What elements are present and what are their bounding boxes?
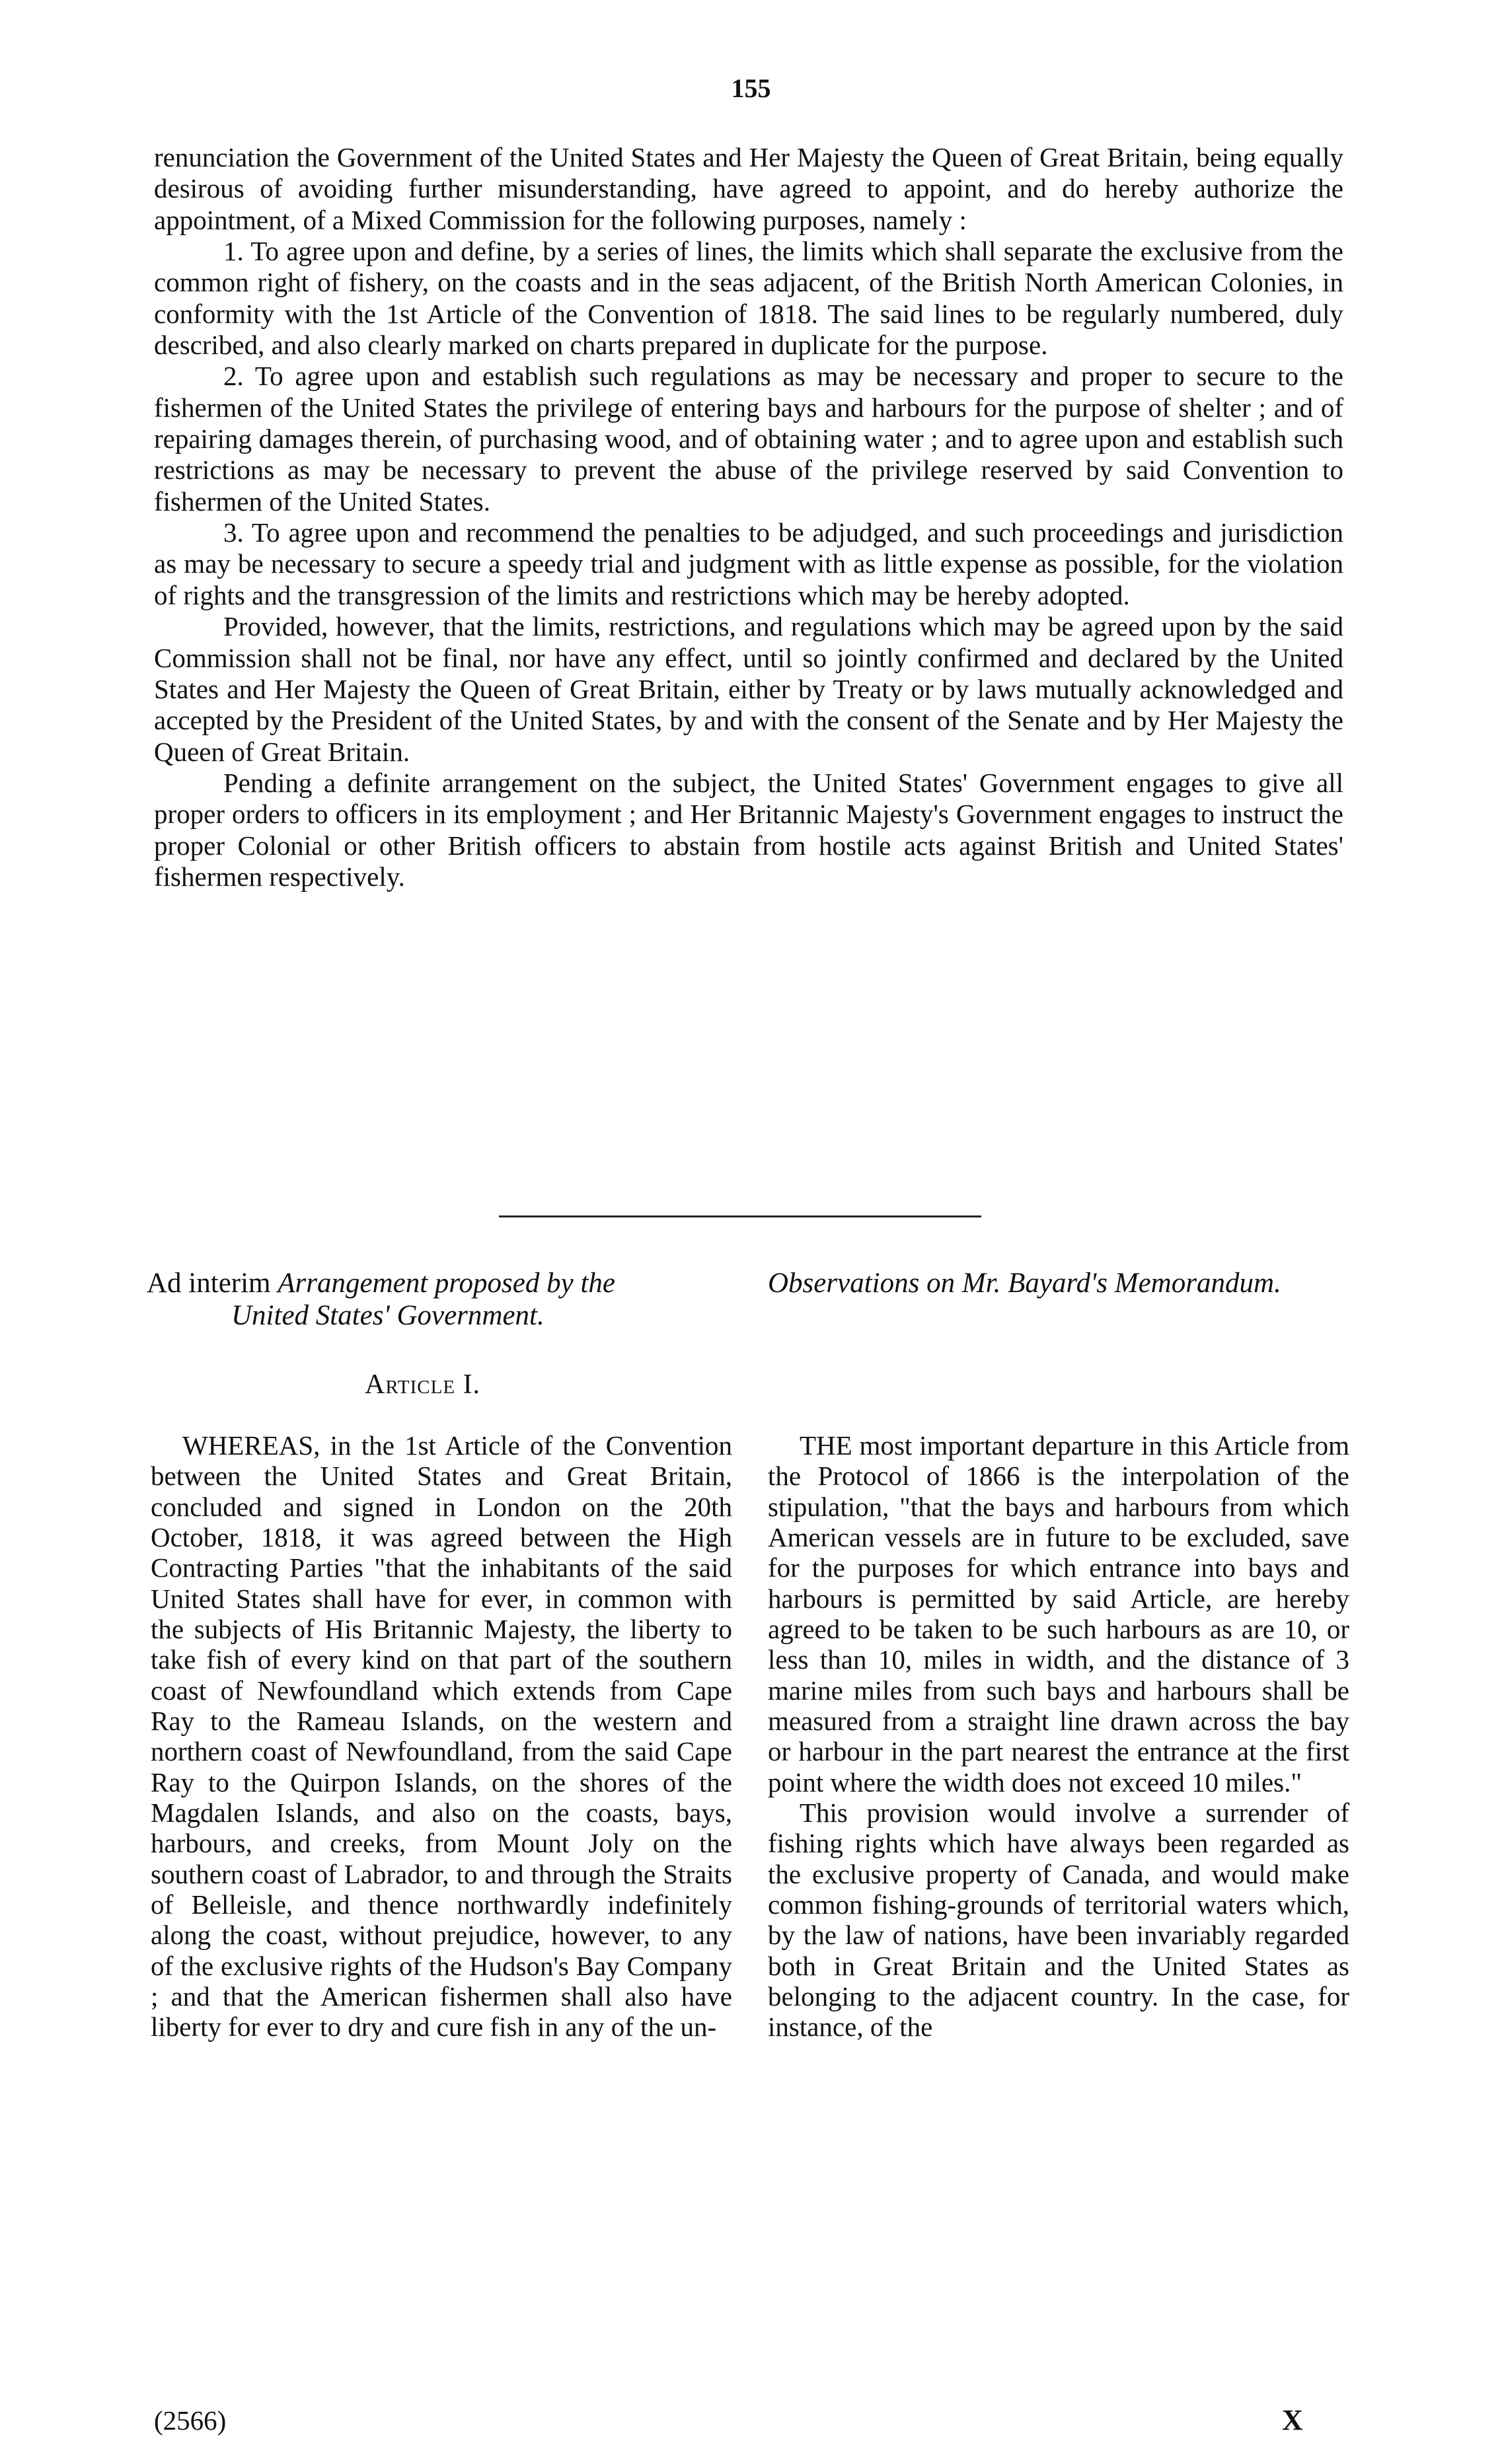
pending-paragraph: Pending a definite arrangement on the subject, the United States' Government engages to give all proper orders to officers in its employment ; and Her Britannic Majesty's Government engages to instruct the proper Colonial or other British officers to abstain from hostile acts against British and United States' fishermen respectively. <box>154 767 1343 892</box>
intro-paragraph: renunciation the Government of the United States and Her Majesty the Queen of Great Britain, being equally desirous of avoiding further misunderstanding, have agreed to appoint, and do hereby authorize the appointment, of a Mixed Commission for the following purposes, namely : <box>154 142 1343 235</box>
page-number: 155 <box>731 73 771 103</box>
commission-terms-section <box>154 142 1343 892</box>
printer-signature: (2566) <box>154 2405 227 2436</box>
purpose-item-1: 1. To agree upon and define, by a series of lines, the limits which shall separate the exclusive from the common right of fishery, on the coasts and in the seas adjacent, of the British North American Colonies, in conformity with the 1st Article of the Convention of 1818. The said lines to be regularly numbered, duly described, and also clearly marked on charts prepared in duplicate for the purpose. <box>154 236 1343 361</box>
article-heading: Article I. <box>365 1369 481 1400</box>
left-heading-italic-2: United States' Government. <box>231 1300 544 1332</box>
section-divider <box>499 1215 981 1217</box>
purpose-item-3: 3. To agree upon and recommend the penalties to be adjudged, and such proceedings and jurisdiction as may be necessary to secure a speedy trial and judgment with as little expense as possible, for the violation of rights and the transgression of the limits and restrictions which may be hereby adopted. <box>154 517 1343 610</box>
left-column <box>151 1430 732 2043</box>
left-column-heading <box>147 1267 741 1332</box>
purpose-item-2: 2. To agree upon and establish such regulations as may be necessary and proper to secure to the fishermen of the United States the privilege of entering bays and harbours for the purpose of shelter ; and of repairing damages therein, of purchasing wood, and of obtaining water ; and to agree upon and establish such restrictions as may be necessary to prevent the abuse of the privilege reserved by said Convention to fishermen of the United States. <box>154 361 1343 517</box>
gathering-mark: X <box>1282 2404 1303 2436</box>
right-column-paragraph-1: THE most important departure in this Article from the Protocol of 1866 is the interpolation of the stipulation, "that the bays and harbours from which American vessels are in future to be excluded, save for the purposes for which entrance into bays and harbours is permitted by said Article, are hereby agreed to be taken to be such harbours as are 10, or less than 10, miles in width, and the distance of 3 marine miles from such bays and harbours shall be measured from a straight line drawn across the bay or harbour in the part nearest the entrance at the first point where the width does not exceed 10 miles." <box>768 1430 1349 1797</box>
right-column-heading: Observations on Mr. Bayard's Memorandum. <box>768 1268 1281 1299</box>
right-column <box>768 1430 1349 2043</box>
right-column-paragraph-2: This provision would involve a surrender of fishing rights which have always been regarded as the exclusive property of Canada, and would make common fishing-grounds of territorial waters which, by the law of nations, have been invariably regarded both in Great Britain and the United States as belonging to the adjacent country. In the case, for instance, of the <box>768 1797 1349 2043</box>
left-column-body: WHEREAS, in the 1st Article of the Convention between the United States and Great Britain, concluded and signed in London on the 20th October, 1818, it was agreed between the High Contracting Parties "that the inhabitants of the said United States shall have for ever, in common with the subjects of His Britannic Majesty, the liberty to take fish of every kind on that part of the southern coast of Newfoundland which extends from Cape Ray to the Rameau Islands, on the western and northern coast of Newfoundland, from the said Cape Ray to the Quirpon Islands, on the shores of the Magdalen Islands, and also on the coasts, bays, harbours, and creeks, from Mount Joly on the southern coast of Labrador, to and through the Straits of Belleisle, and thence northwardly indefinitely along the coast, without prejudice, however, to any of the exclusive rights of the Hudson's Bay Company ; and that the American fishermen shall also have liberty for ever to dry and cure fish in any of the un- <box>151 1430 732 2043</box>
left-heading-prefix: Ad interim <box>147 1268 271 1299</box>
left-heading-italic-1: Arrangement proposed by the <box>278 1268 615 1299</box>
provided-paragraph: Provided, however, that the limits, restrictions, and regulations which may be agreed upon by the said Commission shall not be final, nor have any effect, until so jointly confirmed and declared by the United States and Her Majesty the Queen of Great Britain, either by Treaty or by laws mutually acknowledged and accepted by the President of the United States, by and with the consent of the Senate and by Her Majesty the Queen of Great Britain. <box>154 611 1343 767</box>
